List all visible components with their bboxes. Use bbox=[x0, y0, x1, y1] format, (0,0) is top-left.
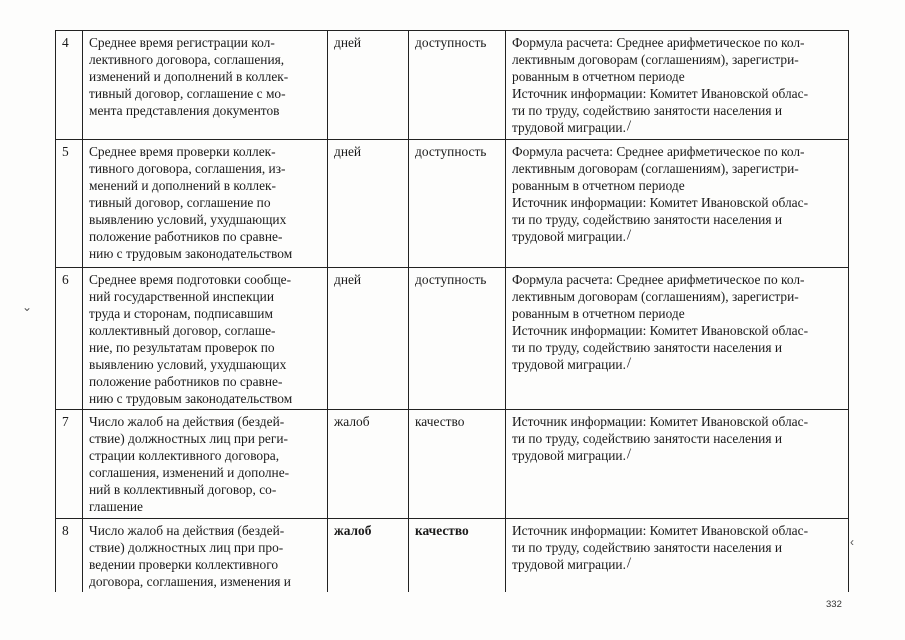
row-number-cell: 6 bbox=[56, 268, 83, 410]
page-number: 332 bbox=[826, 599, 842, 610]
indicator-name-cell: Среднее время проверки коллек- тивного договора, соглашения, из- менений и дополнений в коллек- тивный договор, соглашение по выявлению условий, ухудшающих положение работников по сравне- нию с трудовым законодательством bbox=[83, 140, 328, 268]
description-cell: Источник информации: Комитет Ивановской облас- ти по труду, содействию занятости населения и трудовой миграции./ bbox=[506, 410, 849, 519]
type-cell: доступность bbox=[409, 31, 506, 140]
checkmark-icon: / bbox=[625, 555, 632, 572]
row-number-cell: 4 bbox=[56, 31, 83, 140]
unit-cell: жалоб bbox=[328, 519, 409, 593]
row-number-cell: 7 bbox=[56, 410, 83, 519]
table-row bbox=[56, 268, 849, 410]
indicator-name-cell: Число жалоб на действия (бездей- ствие) должностных лиц при реги- страции коллективного договора, соглашения, изменений и дополне- ний в коллективный договор, со- глашение bbox=[83, 410, 328, 519]
description-cell: Формула расчета: Среднее арифметическое по кол- лективным договорам (соглашениям), зарегистри- рованным в отчетном периоде Источник информации: Комитет Ивановской облас- ти по труду, содействию занятости населения и трудовой миграции./ bbox=[506, 31, 849, 140]
indicator-name-cell: Среднее время подготовки сообще- ний государственной инспекции труда и сторонам, подписавшим коллективный договор, соглаше- ние, по результатам проверок по выявлению условий, ухудшающих положение работников по сравне- нию с трудовым законодательством bbox=[83, 268, 328, 410]
unit-cell: дней bbox=[328, 268, 409, 410]
margin-scribble-icon: ⌄ bbox=[22, 300, 33, 314]
table-row bbox=[56, 140, 849, 268]
indicators-table bbox=[55, 30, 849, 592]
table-row bbox=[56, 519, 849, 593]
table-row bbox=[56, 410, 849, 519]
unit-cell: жалоб bbox=[328, 410, 409, 519]
margin-scribble-icon: ‹ bbox=[850, 535, 854, 549]
description-cell: Формула расчета: Среднее арифметическое по кол- лективным договорам (соглашениям), зарегистри- рованным в отчетном периоде Источник информации: Комитет Ивановской облас- ти по труду, содействию занятости населения и трудовой миграции./ bbox=[506, 268, 849, 410]
checkmark-icon: / bbox=[625, 446, 632, 463]
checkmark-icon: / bbox=[625, 355, 632, 372]
checkmark-icon: / bbox=[625, 227, 632, 244]
type-cell: качество bbox=[409, 519, 506, 593]
type-cell: доступность bbox=[409, 140, 506, 268]
description-cell: Источник информации: Комитет Ивановской облас- ти по труду, содействию занятости населения и трудовой миграции./ bbox=[506, 519, 849, 593]
type-cell: доступность bbox=[409, 268, 506, 410]
type-cell: качество bbox=[409, 410, 506, 519]
checkmark-icon: / bbox=[625, 118, 632, 135]
row-number-cell: 8 bbox=[56, 519, 83, 593]
indicator-name-cell: Число жалоб на действия (бездей- ствие) должностных лиц при про- ведении проверки коллективного договора, соглашения, изменения и bbox=[83, 519, 328, 593]
unit-cell: дней bbox=[328, 140, 409, 268]
unit-cell: дней bbox=[328, 31, 409, 140]
table-row bbox=[56, 31, 849, 140]
description-cell: Формула расчета: Среднее арифметическое по кол- лективным договорам (соглашениям), зарегистри- рованным в отчетном периоде Источник информации: Комитет Ивановской облас- ти по труду, содействию занятости населения и трудовой миграции./ bbox=[506, 140, 849, 268]
row-number-cell: 5 bbox=[56, 140, 83, 268]
indicator-name-cell: Среднее время регистрации кол- лективного договора, соглашения, изменений и дополнений в коллек- тивный договор, соглашение с мо- мента представления документов bbox=[83, 31, 328, 140]
